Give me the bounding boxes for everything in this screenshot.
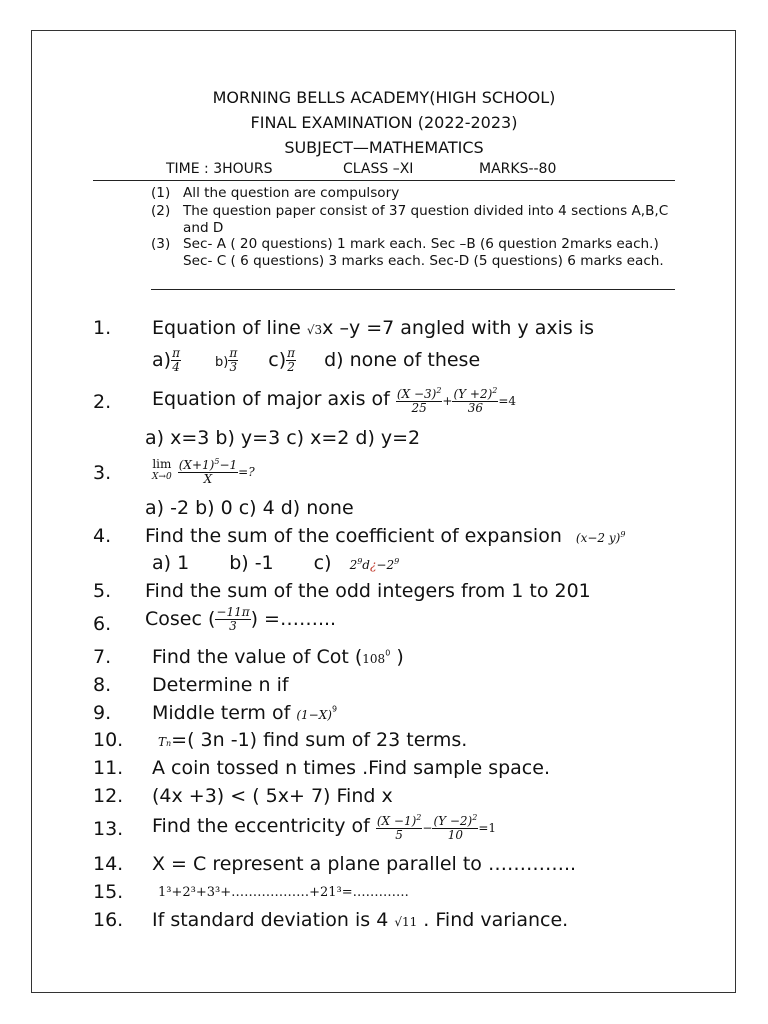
question-6 [145,606,336,633]
expression: −2 [376,558,395,572]
frac-numerator: (X+1) [178,458,215,472]
question-number: 1. [93,317,112,339]
expression: (1−X) [296,708,332,722]
frac-denominator: 36 [467,401,484,415]
header-rule [93,180,675,181]
question-text: Find the value of Cot ( [152,646,363,668]
limit-subscript: X→0 [152,471,172,482]
instruction-number: (1) [151,185,171,201]
class-label: CLASS –XI [343,161,414,177]
question-text: Cosec ( [145,608,216,630]
frac-numerator: (Y +2) [453,387,493,401]
question-number: 8. [93,674,112,696]
exponent: 2 [472,813,478,822]
exponent: 9 [357,557,363,566]
exponent: 9 [331,704,338,714]
question-text: ) [390,646,404,668]
frac-denominator: 10 [447,828,464,842]
option-c: c) [268,349,287,371]
question-16 [152,909,568,931]
question-4-options [152,552,399,574]
question-number: 11. [93,757,124,779]
question-text: =( 3n -1) find sum of 23 terms. [171,729,468,751]
frac-denominator: X [203,472,213,486]
option-a: a) 1 [152,552,190,574]
question-number: 16. [93,909,124,931]
question-3 [152,455,255,486]
question-11: A coin tossed n times .Find sample space. [152,757,550,779]
instruction-text: The question paper consist of 37 question divided into 4 sections A,B,C and D [183,203,669,236]
question-text: Middle term of [152,702,297,724]
instruction-text: All the question are compulsory [183,185,400,201]
question-number: 15. [93,881,124,903]
exponent: 5 [214,457,220,466]
question-13 [152,811,496,842]
question-1 [152,317,594,339]
expansion-expr [576,531,626,545]
minus-sign: − [422,821,433,835]
question-number: 12. [93,785,124,807]
frac-denominator: 2 [287,360,295,374]
question-number: 4. [93,525,112,547]
question-number: 10. [93,729,124,751]
term-subscript: n [166,739,172,748]
equals-value: =4 [498,394,517,408]
frac-numerator: π [287,346,296,360]
exponent: 2 [416,813,422,822]
question-5: Find the sum of the odd integers from 1 to 201 [145,580,591,602]
option-c: c) [313,552,332,574]
question-7 [152,646,404,668]
instruction-text: Sec- A ( 20 questions) 1 mark each. Sec –B (6 question 2marks each.) Sec- C ( 6 questions) 3 marks each. Sec-D (5 questions) 6 marks each. [183,236,664,269]
angle-value: 108 [362,652,386,666]
question-8: Determine n if [152,674,289,696]
broken-glyph: ¿ [369,558,377,572]
question-14: X = C represent a plane parallel to ………….. [152,853,577,875]
question-number: 6. [93,613,112,635]
limit-label: lim [152,456,172,471]
exponent: 0 [385,648,391,658]
option-b: b) -1 [229,552,274,574]
exam-title: FINAL EXAMINATION (2022-2023) [250,113,518,132]
sqrt-three: √3 [306,323,323,337]
question-text: Equation of major axis of [152,388,396,410]
question-text: If standard deviation is 4 [152,909,395,931]
question-1-options [152,347,480,374]
question-12: (4x +3) < ( 5x+ 7) Find x [152,785,393,807]
frac-denominator: 4 [172,360,180,374]
question-text: . Find variance. [417,909,569,931]
marks-label: MARKS--80 [479,161,557,177]
exponent: 2 [492,386,498,395]
exponent: 9 [394,557,400,566]
frac-numerator: π [172,346,180,360]
question-number: 2. [93,391,112,413]
question-number: 14. [93,853,124,875]
question-4 [145,525,625,547]
equals-value: =? [238,465,255,479]
frac-numerator: (Y −2) [433,814,473,828]
question-text: x –y =7 angled with y axis is [322,317,595,339]
question-number: 13. [93,818,124,840]
time-label: TIME : 3HOURS [166,161,273,177]
option-d: d) none of these [324,349,481,371]
exponent: 9 [620,530,626,539]
sqrt-eleven: √11 [394,915,418,929]
question-3-options: a) -2 b) 0 c) 4 d) none [145,497,354,519]
frac-numerator: −1 [219,458,238,472]
question-text: ) =……... [250,608,337,630]
frac-numerator: −11π [216,605,250,619]
expression: 2 [349,558,358,572]
question-number: 7. [93,646,112,668]
question-10 [158,729,467,751]
question-text: Find the eccentricity of [152,815,376,837]
option-c-expr [350,558,400,572]
instruction-number: (2) [151,203,171,219]
instruction-number: (3) [151,236,171,252]
frac-denominator: 5 [395,828,403,842]
school-name: MORNING BELLS ACADEMY(HIGH SCHOOL) [212,88,556,107]
question-2-options: a) x=3 b) y=3 c) x=2 d) y=2 [145,427,421,449]
exponent: 2 [436,386,442,395]
term-symbol: T [158,735,167,749]
question-2 [152,384,516,415]
question-9 [152,702,337,724]
expression: d [362,558,370,572]
question-15: 1³+2³+3³+………………+21³=…………. [158,885,409,900]
instructions-rule [151,289,675,290]
frac-numerator: π [229,346,238,360]
frac-denominator: 3 [229,360,238,374]
frac-denominator: 3 [229,619,237,633]
question-text: Equation of line [152,317,307,339]
question-text: Find the sum of the coefficient of expansion [145,525,562,547]
subject-title: SUBJECT—MATHEMATICS [284,138,484,157]
option-b: b) [215,355,229,370]
question-number: 3. [93,462,112,484]
option-a: a) [152,349,172,371]
frac-denominator: 25 [411,401,427,415]
frac-numerator: (X −3) [396,387,437,401]
plus-sign: + [442,394,453,408]
question-number: 5. [93,580,112,602]
frac-numerator: (X −1) [376,814,417,828]
equals-value: =1 [478,821,497,835]
question-number: 9. [93,702,112,724]
expression: (x−2 y) [575,531,621,545]
